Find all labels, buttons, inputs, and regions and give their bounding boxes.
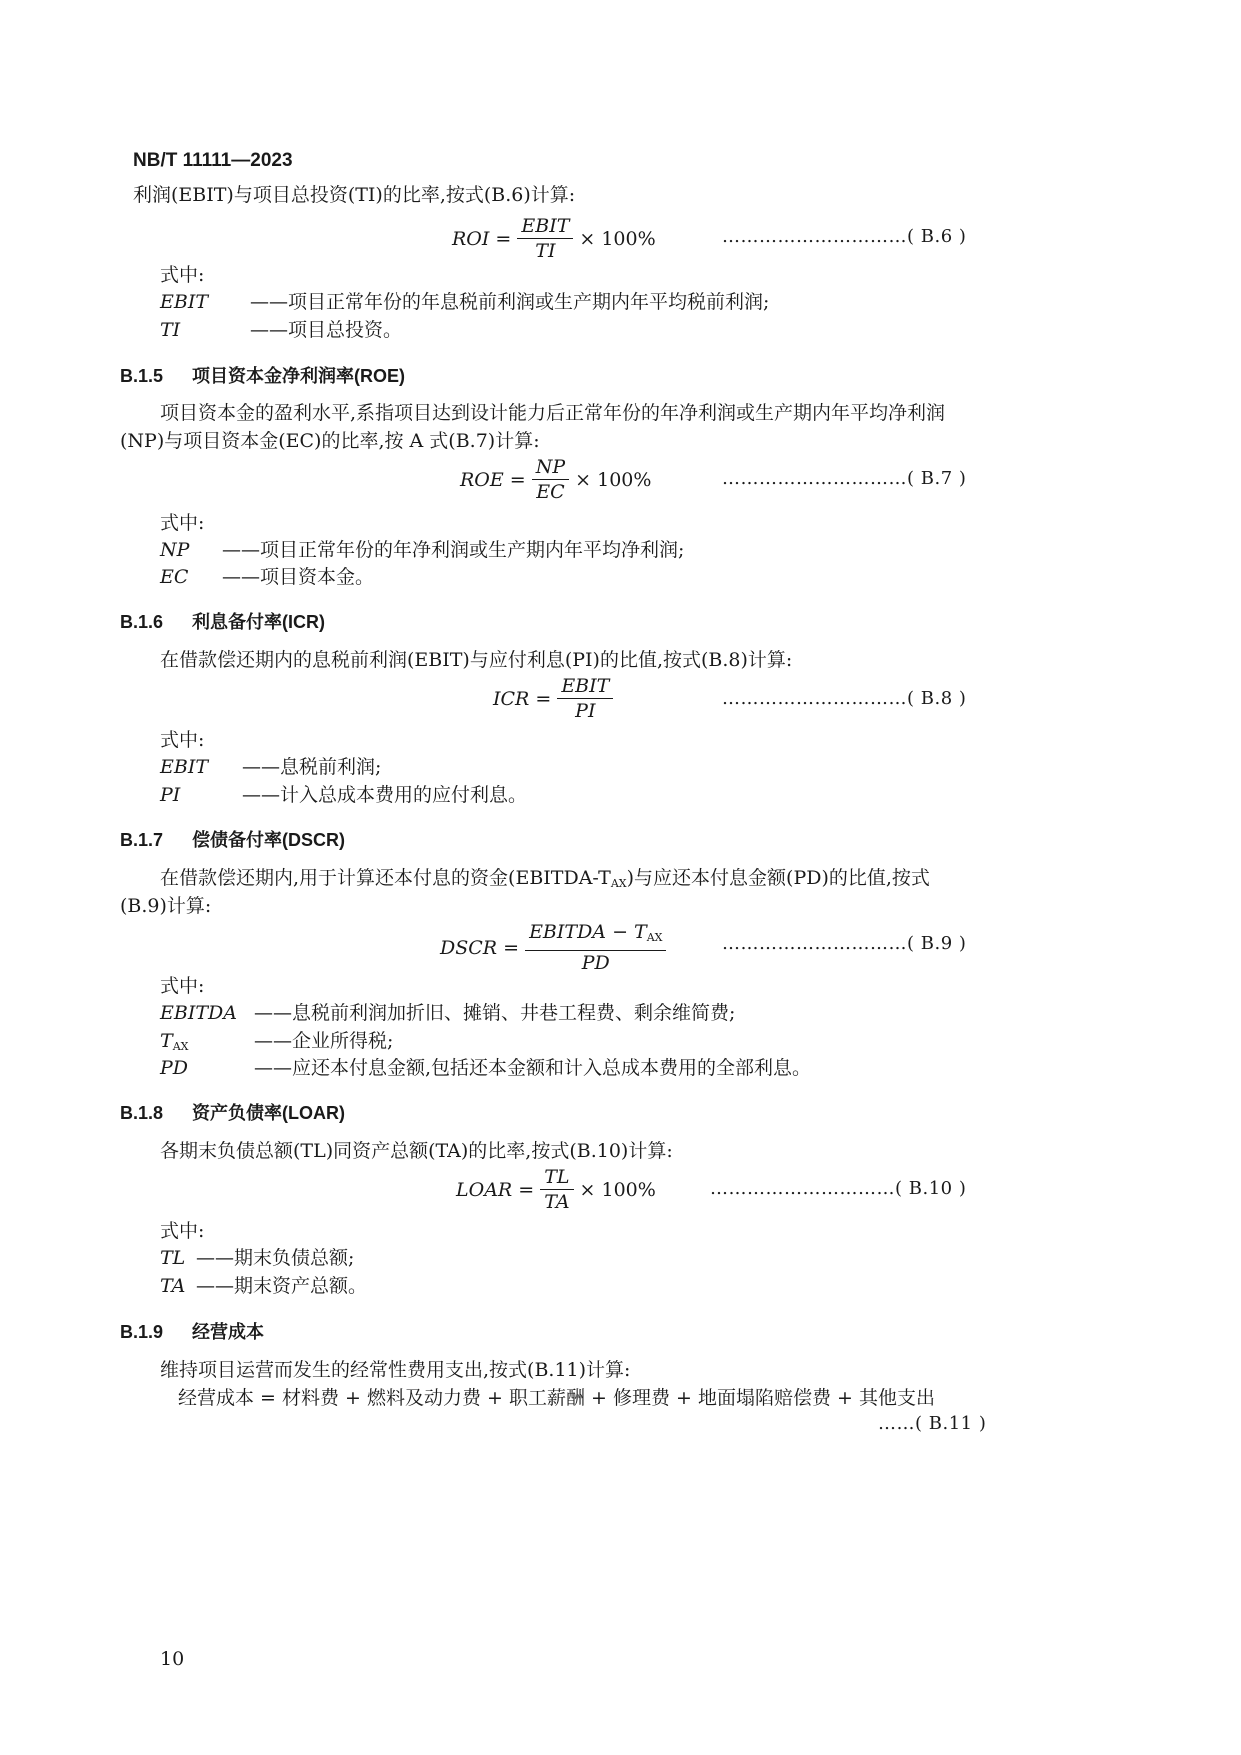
fraction <box>517 214 573 263</box>
numerator: TL <box>540 1165 573 1190</box>
denominator: PD <box>581 952 610 974</box>
paragraph: 项目资本金的盈利水平,系指项目达到设计能力后正常年份的年净利润或生产期内年平均净利润 <box>160 402 946 424</box>
section-heading: B.1.9 经营成本 <box>120 1322 264 1342</box>
section-heading: B.1.5 项目资本金净利润率(ROE) <box>120 366 405 386</box>
definition-item: PD ——应还本付息金额,包括还本金额和计入总成本费用的全部利息。 <box>160 1057 812 1079</box>
formula-lhs: ICR = <box>493 687 552 710</box>
paragraph: 在借款偿还期内,用于计算还本付息的资金$(EBITDA-T_{AX})$与应还本付息金额(PD)的比值,按式 <box>160 867 930 890</box>
formula-b10 <box>456 1165 656 1214</box>
definition-item: TI ——项目总投资。 <box>160 319 403 341</box>
denominator: PI <box>575 700 596 722</box>
formula-tail: × 100% <box>579 227 656 250</box>
formula-lhs: ROI = <box>452 227 512 250</box>
definition-item: TL ——期末负债总额; <box>160 1247 355 1269</box>
equation-number: …………………………( B.7 ) <box>722 468 967 489</box>
where-label: 式中: <box>160 264 205 286</box>
formula-b6 <box>452 214 656 263</box>
formula-tail: × 100% <box>575 468 652 491</box>
intro-text: 利润(EBIT)与项目总投资(TI)的比率,按式(B.6)计算: <box>133 184 576 206</box>
formula-tail: × 100% <box>579 1178 656 1201</box>
equation-number: …………………………( B.8 ) <box>722 688 967 709</box>
formula-lhs: LOAR = <box>456 1178 535 1201</box>
formula-b11: 经营成本 = 材料费 + 燃料及动力费 + 职工薪酬 + 修理费 + 地面塌陷赔偿费 + 其他支出 <box>178 1387 935 1409</box>
formula-lhs: DSCR = <box>440 936 520 959</box>
paragraph: (B.9)计算: <box>120 895 212 917</box>
numerator: EBIT <box>557 674 613 699</box>
equation-number: …………………………( B.9 ) <box>722 933 967 954</box>
fraction <box>540 1165 573 1214</box>
definition-item: EBIT ——息税前利润; <box>160 756 382 778</box>
paragraph: 在借款偿还期内的息税前利润(EBIT)与应付利息(PI)的比值,按式(B.8)计算: <box>160 649 793 671</box>
numerator: EBIT <box>517 214 573 239</box>
page-number: 10 <box>160 1648 185 1670</box>
where-label: 式中: <box>160 512 205 534</box>
formula-b8 <box>493 674 619 723</box>
formula-b7 <box>460 455 651 504</box>
numerator: NP <box>532 455 569 480</box>
section-heading: B.1.8 资产负债率(LOAR) <box>120 1103 345 1123</box>
definition-item: TA ——期末资产总额。 <box>160 1275 368 1297</box>
denominator: EC <box>536 481 565 503</box>
where-label: 式中: <box>160 1220 205 1242</box>
fraction <box>532 455 569 504</box>
definition-item: EBITDA ——息税前利润加折旧、摊销、井巷工程费、剩余维简费; <box>160 1002 736 1024</box>
paragraph: (NP)与项目资本金(EC)的比率,按 A 式(B.7)计算: <box>120 430 540 452</box>
definition-item: $T_{AX}$ ——企业所得税; <box>160 1030 394 1053</box>
formula-lhs: ROE = <box>460 468 526 491</box>
section-heading: B.1.7 偿债备付率(DSCR) <box>120 830 345 850</box>
denominator: TI <box>535 240 556 262</box>
fraction <box>525 920 666 975</box>
document-id: NB/T 11111—2023 <box>133 150 293 171</box>
fraction <box>557 674 613 723</box>
definition-item: EC ——项目资本金。 <box>160 566 375 588</box>
where-label: 式中: <box>160 975 205 997</box>
section-heading: B.1.6 利息备付率(ICR) <box>120 612 325 632</box>
equation-number: ……( B.11 ) <box>878 1413 987 1434</box>
formula-b9 <box>440 920 672 975</box>
definition-item: NP ——项目正常年份的年净利润或生产期内年平均净利润; <box>160 539 685 561</box>
equation-number: …………………………( B.6 ) <box>722 226 967 247</box>
paragraph: 维持项目运营而发生的经常性费用支出,按式(B.11)计算: <box>160 1359 631 1381</box>
paragraph: 各期末负债总额(TL)同资产总额(TA)的比率,按式(B.10)计算: <box>160 1140 673 1162</box>
definition-item: PI ——计入总成本费用的应付利息。 <box>160 784 528 806</box>
numerator: EBITDA − $T_{AX}$ <box>525 920 666 951</box>
denominator: TA <box>544 1191 570 1213</box>
equation-number: …………………………( B.10 ) <box>710 1178 967 1199</box>
definition-item: EBIT ——项目正常年份的年息税前利润或生产期内年平均税前利润; <box>160 291 770 313</box>
where-label: 式中: <box>160 729 205 751</box>
